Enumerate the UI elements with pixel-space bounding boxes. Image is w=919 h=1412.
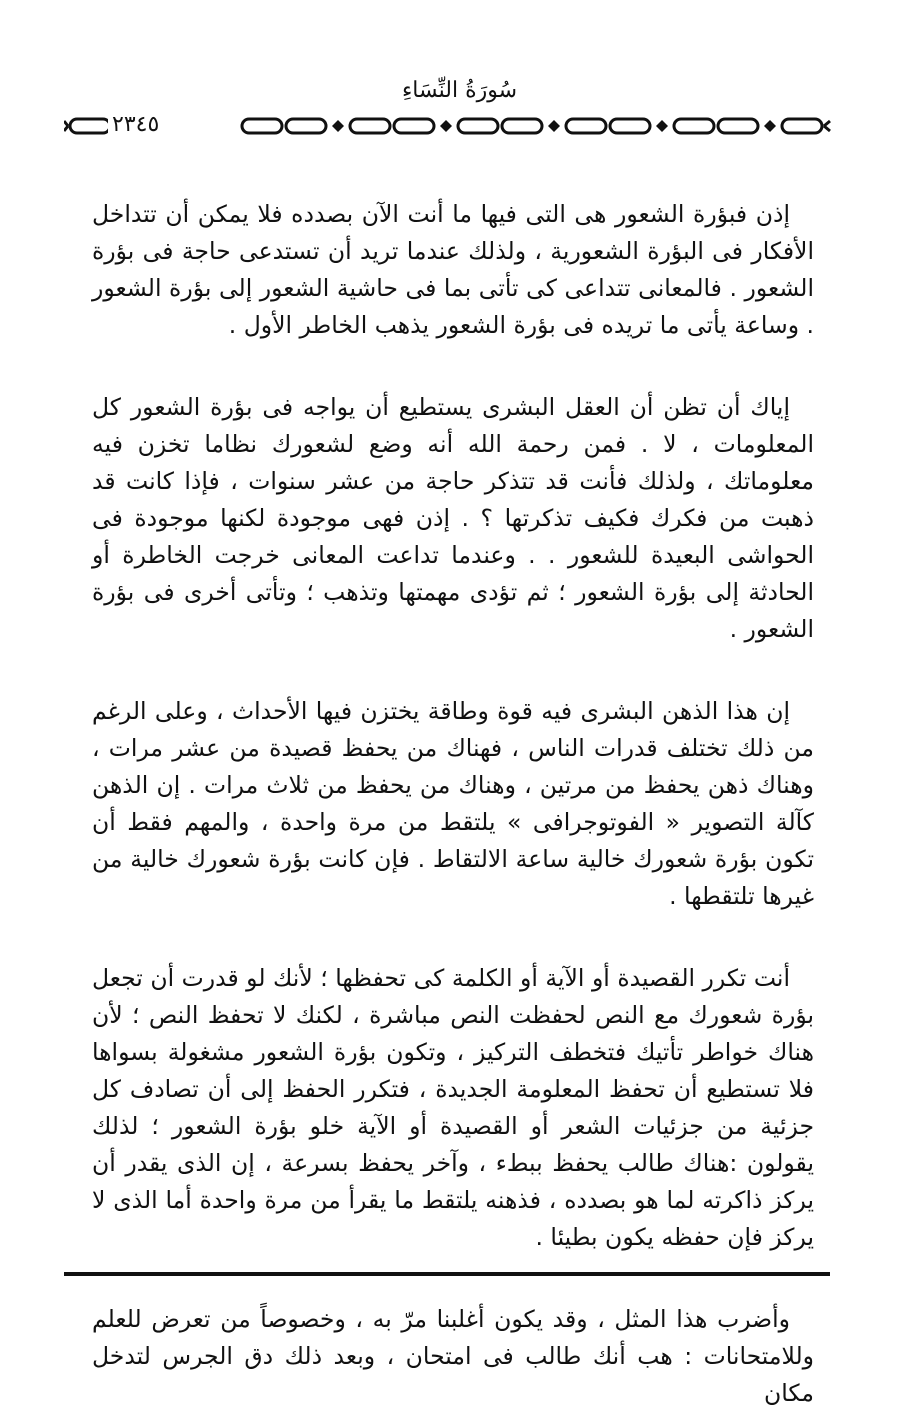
paragraph-4: أنت تكرر القصيدة أو الآية أو الكلمة كى تحفظها ؛ لأنك لو قدرت أن تجعل بؤرة شعورك مع النص لحفظت النص مباشرة ، لكنك لا تحفظ النص ؛ لأن هناك خواطر تأتيك فتخطف التركيز ، وتكون بؤرة الشعور مشغولة بسواها فلا تستطيع أن تحفظ المعلومة الجديدة ، فتكرر الحفظ إلى أن تصادف كل جزئية من جزئيات الشعر أو القصيدة أو الآية خلو بؤرة الشعور ؛ لذلك يقولون :هناك طالب يحفظ ببطء ، وآخر يحفظ بسرعة ، إن الذى يقدر أن يركز ذاكرته لما هو بصدده ، فذهنه يلتقط ما يقرأ من مرة واحدة أما الذى لا يركز فإن حفظه يكون بطيئا . — [92, 964, 814, 1251]
paragraph-3: إن هذا الذهن البشرى فيه قوة وطاقة يختزن فيها الأحداث ، وعلى الرغم من ذلك تختلف قدرات الناس ، فهناك من يحفظ قصيدة من عشر مرات ، وهناك ذهن يحفظ من مرتين ، وهناك من يحفظ من ثلاث مرات . إن الذهن كآلة التصوير « الفوتوجرافى » يلتقط من مرة واحدة ، والمهم فقط أن تكون بؤرة شعورك خالية ساعة الالتقاط . فإن كانت بؤرة شعورك خالية من غيرها تلتقطها . — [92, 697, 814, 910]
surah-title: سُورَةُ النِّسَاءِ — [401, 78, 518, 103]
footer-rule — [64, 1272, 830, 1276]
paragraph-2: إياك أن تظن أن العقل البشرى يستطيع أن يواجه فى بؤرة الشعور كل المعلومات ، لا . فمن رحمة الله أنه وضع لشعورك نظاما تخزن فيه معلوماتك ، ولذلك فأنت قد تتذكر حاجة من عشر سنوات ، فإذا كانت قد ذهبت من فكرك فكيف تذكرتها ؟ . إذن فهى موجودة لكنها موجودة فى الحواشى البعيدة للشعور . . وعندما تداعت المعانى خرجت الخاطرة أو الحادثة إلى بؤرة الشعور ؛ ثم تؤدى مهمتها وتذهب ؛ وتأتى أخرى فى بؤرة الشعور . — [92, 393, 814, 643]
body-text — [92, 196, 814, 1412]
header-ornament — [64, 112, 834, 140]
page-number: ٢٣٤٥ — [108, 112, 163, 137]
paragraph-5: وأضرب هذا المثل ، وقد يكون أغلبنا مرّ به ، وخصوصاً من تعرض للعلم وللامتحانات : هب أنك طالب فى امتحان ، وبعد ذلك دق الجرس لتدخل مكان — [92, 1305, 814, 1407]
paragraph-1: إذن فبؤرة الشعور هى التى فيها ما أنت الآن بصدده فلا يمكن أن تتداخل الأفكار فى البؤرة الشعورية ، ولذلك عندما تريد أن تستدعى حاجة فى بؤرة الشعور . فالمعانى تتداعى كى تأتى بما فى حاشية الشعور إلى بؤرة الشعور . وساعة يأتى ما تريده فى بؤرة الشعور يذهب الخاطر الأول . — [92, 200, 814, 339]
